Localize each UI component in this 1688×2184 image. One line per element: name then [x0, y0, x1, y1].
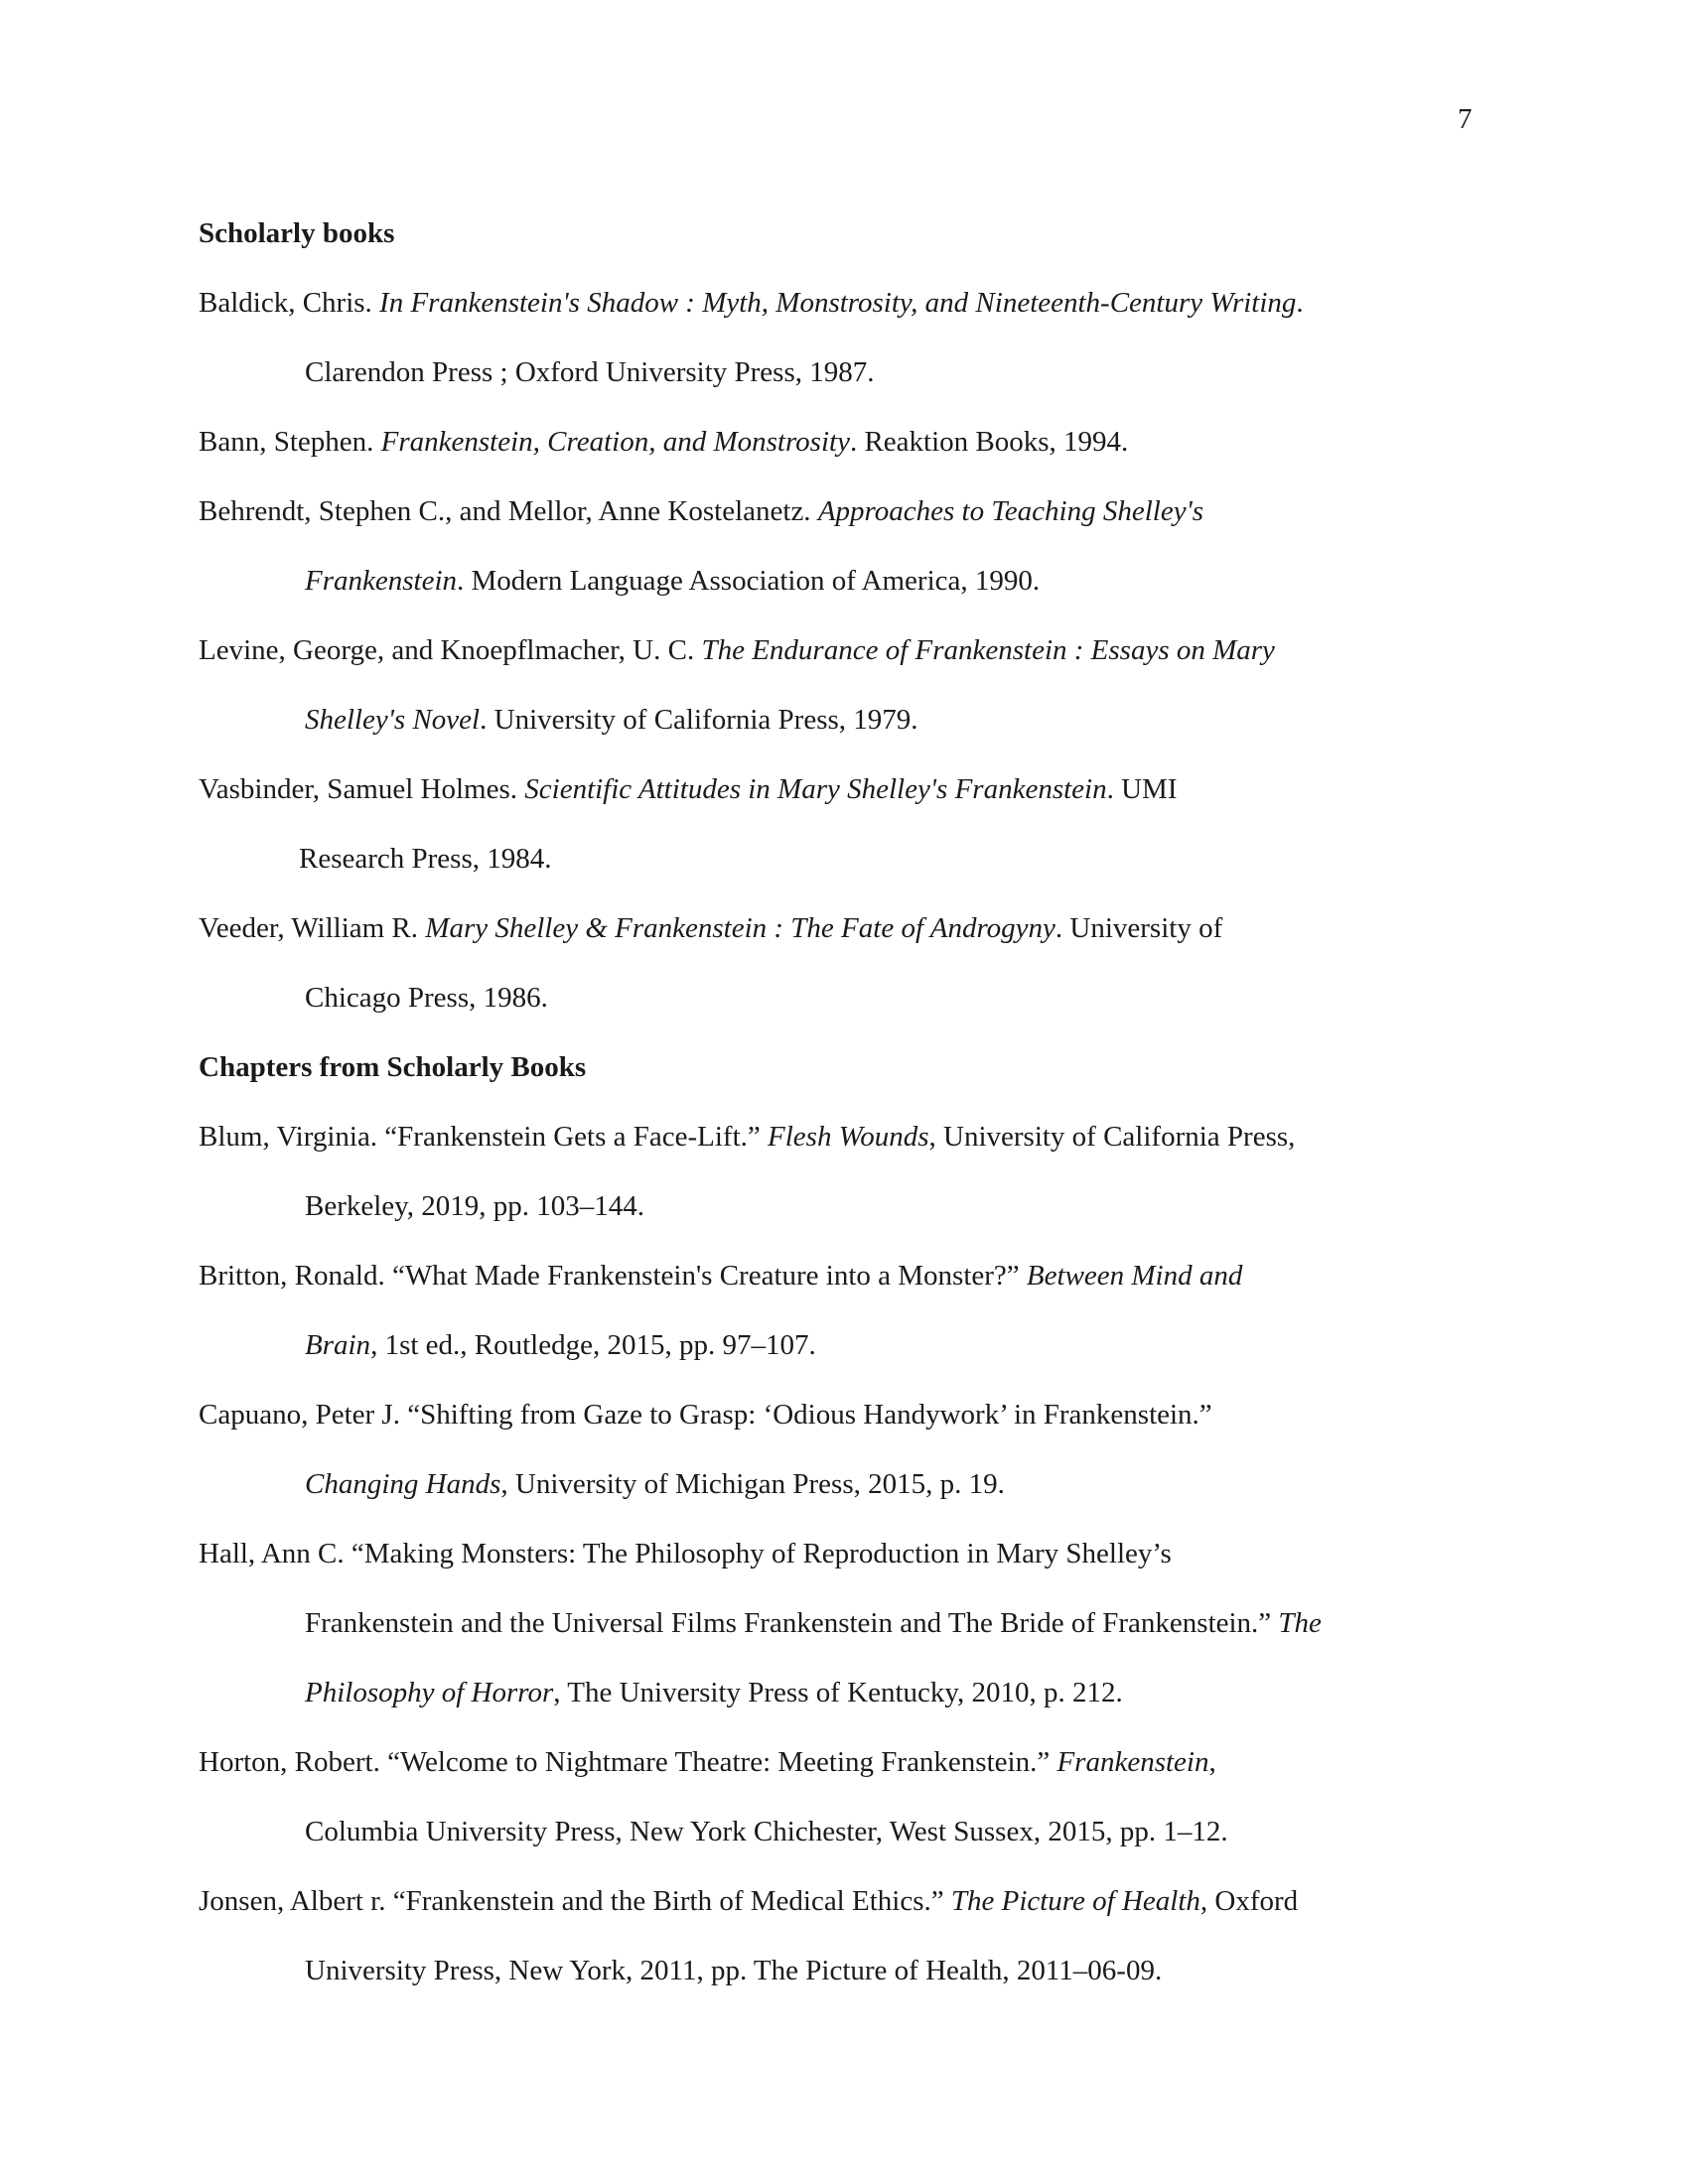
entry-first-line	[199, 268, 1489, 338]
entry-continuation-line	[199, 963, 1489, 1032]
citation-text: Chicago Press, 1986.	[305, 982, 548, 1014]
title-text: The Endurance of Frankenstein : Essays on Mary	[701, 634, 1275, 666]
citation-text: Vasbinder, Samuel Holmes.	[199, 773, 525, 805]
title-text: The Picture of Health	[950, 1885, 1200, 1917]
citation-text: Frankenstein and the Universal Films Frankenstein and The Bride of Frankenstein.”	[305, 1607, 1279, 1639]
entry-first-line	[199, 407, 1489, 477]
entry-first-line	[199, 1866, 1489, 1936]
section-heading-chapters: Chapters from Scholarly Books	[199, 1051, 587, 1083]
citation-text: Baldick, Chris.	[199, 287, 380, 319]
entry-first-line	[199, 1380, 1489, 1449]
bibliography-entry	[199, 407, 1489, 477]
title-text: Scientific Attitudes in Mary Shelley's Frankenstein	[524, 773, 1107, 805]
citation-text: Berkeley, 2019, pp. 103–144.	[305, 1190, 645, 1222]
citation-text: Capuano, Peter J. “Shifting from Gaze to Grasp: ‘Odious Handywork’ in Frankenstein.”	[199, 1399, 1212, 1431]
citation-text: Bann, Stephen.	[199, 426, 381, 458]
entry-continuation-line	[199, 1449, 1489, 1519]
entry-continuation-line	[199, 1658, 1489, 1727]
entry-continuation-line	[199, 824, 1489, 893]
citation-text: , University of Michigan Press, 2015, p. 19.	[500, 1468, 1005, 1500]
citation-text: Veeder, William R.	[199, 912, 426, 944]
entry-first-line	[199, 1102, 1489, 1171]
title-text: Approaches to Teaching Shelley's	[817, 495, 1204, 527]
entry-first-line	[199, 893, 1489, 963]
citation-text: Hall, Ann C. “Making Monsters: The Philosophy of Reproduction in Mary Shelley’s	[199, 1538, 1172, 1570]
citation-text: , University of California Press,	[928, 1121, 1296, 1153]
entry-continuation-line	[199, 338, 1489, 407]
bibliography	[199, 199, 1489, 2005]
citation-text: Columbia University Press, New York Chichester, West Sussex, 2015, pp. 1–12.	[305, 1816, 1228, 1847]
citation-text: .	[1296, 287, 1304, 319]
bibliography-entry	[199, 1519, 1489, 1727]
entry-first-line	[199, 1241, 1489, 1310]
entry-continuation-line	[199, 685, 1489, 754]
citation-text: . Modern Language Association of America, 1990.	[457, 565, 1041, 597]
title-text: Mary Shelley & Frankenstein : The Fate of Androgyny	[425, 912, 1055, 944]
bibliography-entry	[199, 1727, 1489, 1866]
entry-continuation-line	[199, 1171, 1489, 1241]
citation-text: . UMI	[1106, 773, 1178, 805]
title-text: Changing Hands	[305, 1468, 501, 1500]
citation-text: , The University Press of Kentucky, 2010, p. 212.	[553, 1677, 1123, 1708]
title-text: Frankenstein, Creation, and Monstrosity	[380, 426, 850, 458]
bibliography-entry	[199, 1380, 1489, 1519]
entry-first-line	[199, 1519, 1489, 1588]
citation-text: Jonsen, Albert r. “Frankenstein and the Birth of Medical Ethics.”	[199, 1885, 951, 1917]
citation-text: Levine, George, and Knoepflmacher, U. C.	[199, 634, 702, 666]
entry-continuation-line	[199, 546, 1489, 615]
title-text: Flesh Wounds	[768, 1121, 929, 1153]
entry-continuation-line	[199, 1936, 1489, 2005]
citation-text: Horton, Robert. “Welcome to Nightmare Theatre: Meeting Frankenstein.”	[199, 1746, 1057, 1778]
citation-text: ,	[1208, 1746, 1216, 1778]
bibliography-entry	[199, 477, 1489, 615]
citation-text: . Reaktion Books, 1994.	[849, 426, 1129, 458]
title-text: Shelley's Novel	[305, 704, 481, 736]
title-text: Philosophy of Horror	[305, 1677, 554, 1708]
citation-text: Behrendt, Stephen C., and Mellor, Anne Kostelanetz.	[199, 495, 818, 527]
section-heading-scholarly-books: Scholarly books	[199, 217, 395, 249]
bibliography-entry	[199, 1102, 1489, 1241]
bibliography-entry	[199, 893, 1489, 1032]
entry-first-line	[199, 754, 1489, 824]
title-text: Brain	[305, 1329, 371, 1361]
chapters-list	[199, 1102, 1489, 2005]
entry-continuation-line	[199, 1310, 1489, 1380]
citation-text: . University of	[1055, 912, 1223, 944]
citation-text: , Oxford	[1199, 1885, 1299, 1917]
bibliography-entry	[199, 268, 1489, 407]
entry-first-line	[199, 477, 1489, 546]
bibliography-entry	[199, 1241, 1489, 1380]
bibliography-entry	[199, 1866, 1489, 2005]
citation-text: , 1st ed., Routledge, 2015, pp. 97–107.	[370, 1329, 816, 1361]
title-text: The	[1278, 1607, 1322, 1639]
bibliography-entry	[199, 615, 1489, 754]
citation-text: Blum, Virginia. “Frankenstein Gets a Face-Lift.”	[199, 1121, 769, 1153]
citation-text: . University of California Press, 1979.	[480, 704, 918, 736]
entry-continuation-line	[199, 1588, 1489, 1658]
entry-first-line	[199, 1727, 1489, 1797]
bibliography-entry	[199, 754, 1489, 893]
page-number: 7	[1458, 103, 1473, 135]
entry-continuation-line	[199, 1797, 1489, 1866]
citation-text: Britton, Ronald. “What Made Frankenstein's Creature into a Monster?”	[199, 1260, 1027, 1292]
citation-text: Clarendon Press ; Oxford University Press, 1987.	[305, 356, 875, 388]
entry-first-line	[199, 615, 1489, 685]
title-text: Between Mind and	[1026, 1260, 1243, 1292]
scholarly-books-list	[199, 268, 1489, 1032]
title-text: In Frankenstein's Shadow : Myth, Monstrosity, and Nineteenth-Century Writing	[379, 287, 1297, 319]
title-text: Frankenstein	[1056, 1746, 1209, 1778]
citation-text: Research Press, 1984.	[299, 843, 552, 875]
citation-text: University Press, New York, 2011, pp. The Picture of Health, 2011–06-09.	[305, 1955, 1163, 1986]
title-text: Frankenstein	[305, 565, 458, 597]
